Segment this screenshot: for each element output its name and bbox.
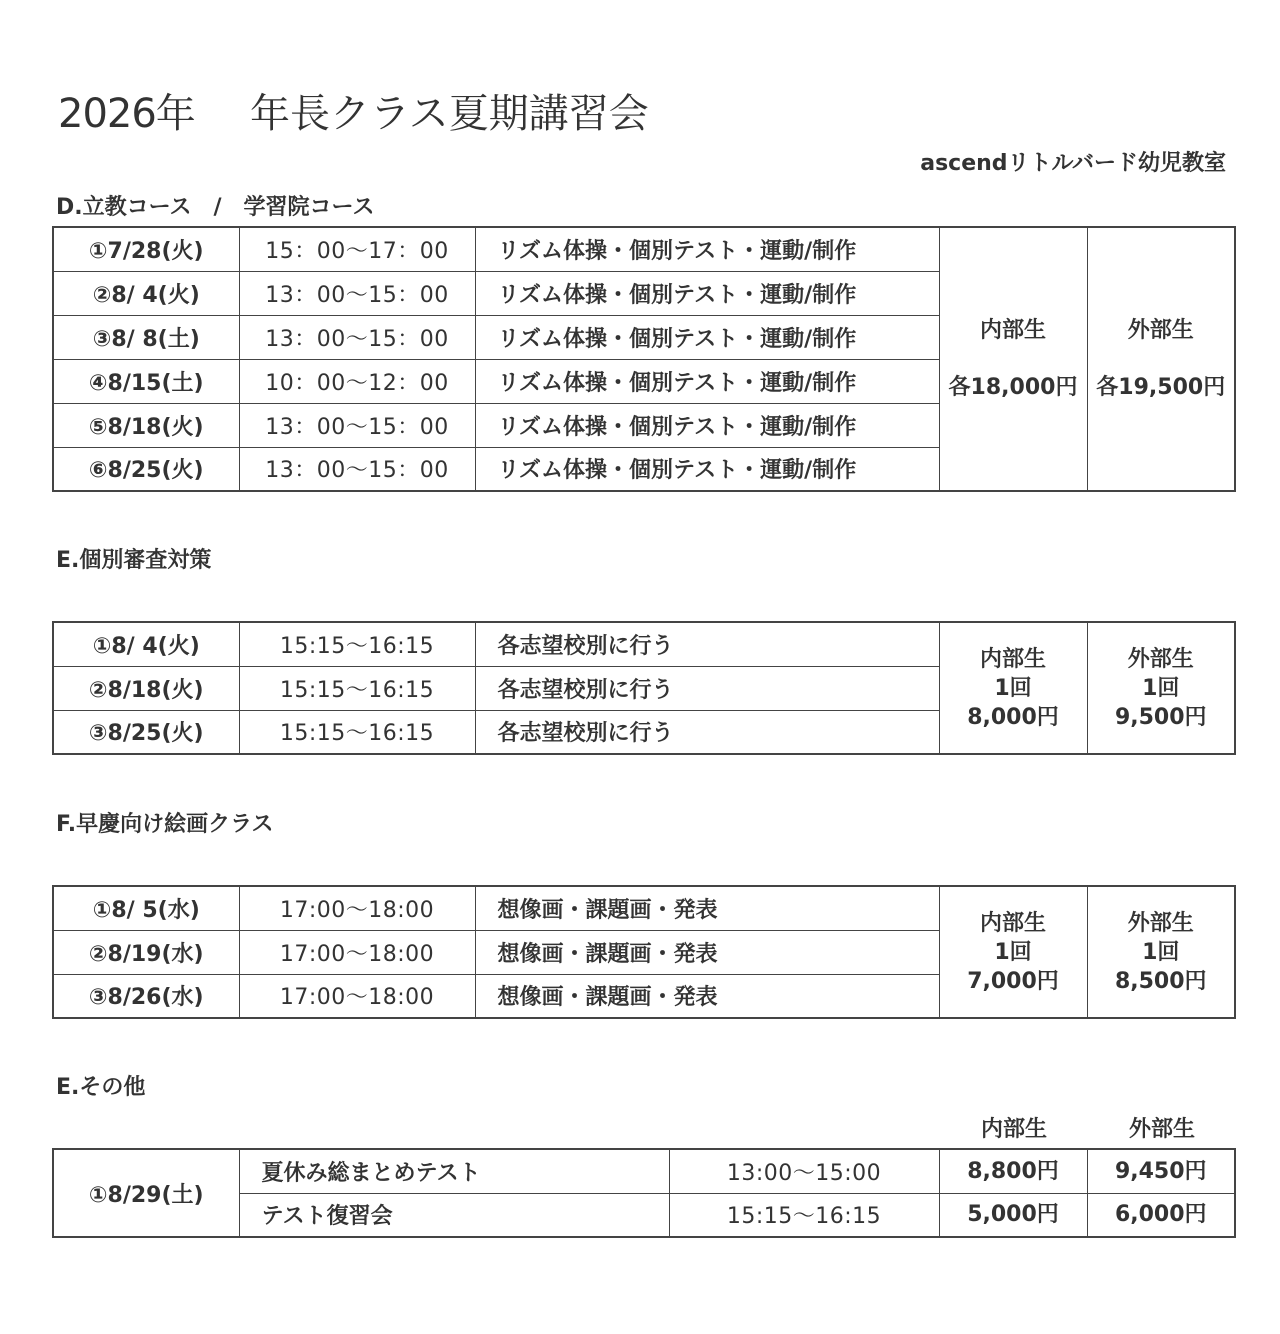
date-cell: ①8/29(土) [53, 1149, 239, 1237]
internal-count: 1回 [994, 675, 1032, 701]
content-cell: 想像画・課題画・発表 [475, 974, 939, 1018]
external-fee-cell [1087, 886, 1235, 1018]
date-cell: ③8/26(水) [53, 974, 239, 1018]
content-cell: 各志望校別に行う [475, 622, 939, 666]
external-label: 外部生 [1127, 318, 1194, 343]
date-cell: ③8/25(火) [53, 710, 239, 754]
section-e2-table [52, 1148, 1236, 1238]
section-e1-table [52, 621, 1236, 755]
section-e2-heading: E.その他 [56, 1075, 146, 1100]
section-f-table [52, 885, 1236, 1019]
content-cell: 夏休み総まとめテスト [239, 1149, 669, 1193]
organization-name: ascendリトルバード幼児教室 [920, 151, 1226, 176]
external-fee-cell [1087, 622, 1235, 754]
section-e1-heading: E.個別審査対策 [56, 548, 212, 573]
date-cell: ②8/19(水) [53, 930, 239, 974]
external-price: 各19,500円 [1096, 375, 1226, 400]
section-f-heading: F.早慶向け絵画クラス [56, 812, 274, 837]
table-row [53, 1149, 1235, 1193]
date-cell: ②8/ 4(火) [53, 271, 239, 315]
date-cell: ①7/28(火) [53, 227, 239, 271]
internal-price: 5,000円 [939, 1193, 1087, 1237]
date-cell: ①8/ 4(火) [53, 622, 239, 666]
external-count: 1回 [1142, 939, 1180, 965]
time-cell: 17:00～18:00 [239, 974, 475, 1018]
header-internal: 内部生 [980, 1117, 1047, 1142]
internal-price: 7,000円 [967, 968, 1059, 994]
content-cell: リズム体操・個別テスト・運動/制作 [475, 315, 939, 359]
internal-count: 1回 [994, 939, 1032, 965]
time-cell: 15:15～16:15 [669, 1193, 939, 1237]
title-year: 2026年 [58, 91, 195, 137]
date-cell: ③8/ 8(土) [53, 315, 239, 359]
external-price: 6,000円 [1087, 1193, 1235, 1237]
external-price: 8,500円 [1114, 968, 1207, 994]
internal-fee-cell [939, 886, 1087, 1018]
internal-label: 内部生 [979, 318, 1046, 343]
time-cell: 13:00～15:00 [669, 1149, 939, 1193]
content-cell: リズム体操・個別テスト・運動/制作 [475, 359, 939, 403]
internal-fee-cell [939, 622, 1087, 754]
date-cell: ①8/ 5(水) [53, 886, 239, 930]
time-cell: 15：00～17：00 [239, 227, 475, 271]
time-cell: 13：00～15：00 [239, 447, 475, 491]
content-cell: テスト復習会 [239, 1193, 669, 1237]
content-cell: リズム体操・個別テスト・運動/制作 [475, 227, 939, 271]
content-cell: リズム体操・個別テスト・運動/制作 [475, 271, 939, 315]
external-label: 外部生 [1127, 910, 1194, 936]
time-cell: 15:15～16:15 [239, 622, 475, 666]
section-d-heading: D.立教コース / 学習院コース [56, 195, 375, 220]
content-cell: 各志望校別に行う [475, 666, 939, 710]
external-fee-cell [1087, 227, 1235, 491]
table-row [53, 227, 1235, 271]
time-cell: 15:15～16:15 [239, 666, 475, 710]
internal-fee-cell [939, 227, 1087, 491]
content-cell: リズム体操・個別テスト・運動/制作 [475, 403, 939, 447]
time-cell: 13：00～15：00 [239, 271, 475, 315]
date-cell: ②8/18(火) [53, 666, 239, 710]
time-cell: 17:00～18:00 [239, 930, 475, 974]
table-row [53, 622, 1235, 666]
table-row [53, 886, 1235, 930]
content-cell: リズム体操・個別テスト・運動/制作 [475, 447, 939, 491]
external-price: 9,450円 [1087, 1149, 1235, 1193]
internal-price: 各18,000円 [948, 375, 1078, 400]
time-cell: 15:15～16:15 [239, 710, 475, 754]
time-cell: 13：00～15：00 [239, 403, 475, 447]
external-price: 9,500円 [1114, 704, 1207, 730]
internal-label: 内部生 [979, 646, 1046, 672]
time-cell: 17:00～18:00 [239, 886, 475, 930]
time-cell: 10：00～12：00 [239, 359, 475, 403]
page-title: 年長クラス夏期講習会 [250, 91, 649, 137]
internal-price: 8,800円 [939, 1149, 1087, 1193]
content-cell: 各志望校別に行う [475, 710, 939, 754]
content-cell: 想像画・課題画・発表 [475, 930, 939, 974]
external-label: 外部生 [1127, 646, 1194, 672]
date-cell: ④8/15(土) [53, 359, 239, 403]
date-cell: ⑤8/18(火) [53, 403, 239, 447]
time-cell: 13：00～15：00 [239, 315, 475, 359]
date-cell: ⑥8/25(火) [53, 447, 239, 491]
external-count: 1回 [1142, 675, 1180, 701]
internal-label: 内部生 [979, 910, 1046, 936]
section-d-table [52, 226, 1236, 492]
internal-price: 8,000円 [967, 704, 1059, 730]
content-cell: 想像画・課題画・発表 [475, 886, 939, 930]
header-external: 外部生 [1128, 1117, 1195, 1142]
